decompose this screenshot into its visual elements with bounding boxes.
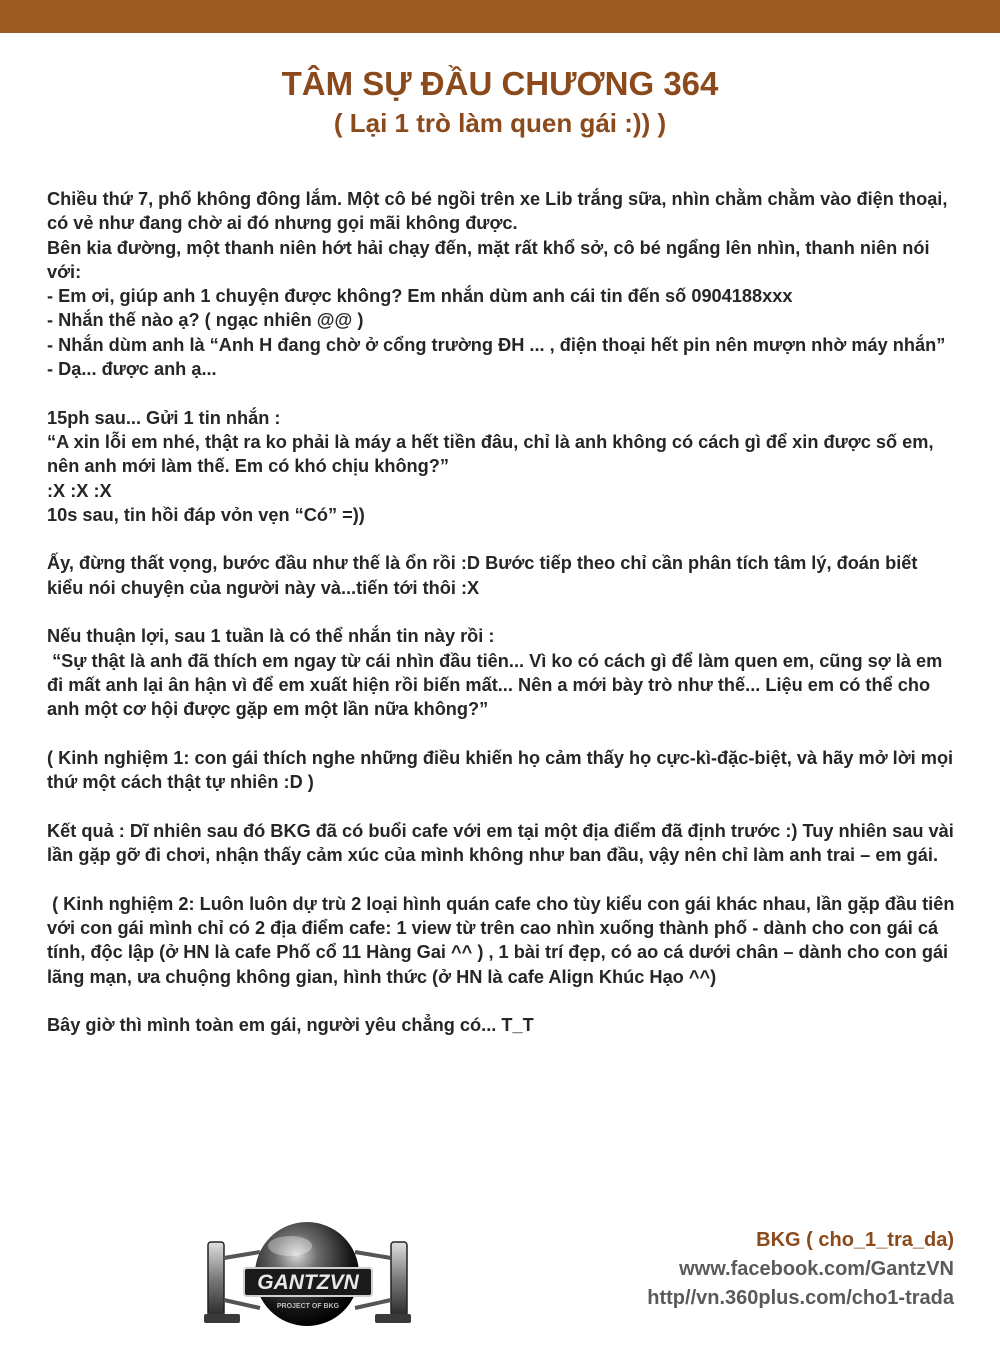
logo-tagline: PROJECT OF BKG xyxy=(276,1303,340,1310)
paragraph: Chiều thứ 7, phố không đông lắm. Một cô bé ngồi trên xe Lib trắng sữa, nhìn chằm chằm vào điện thoại, có vẻ như đang chờ ai đó nhưng gọi mãi không được. xyxy=(47,189,953,234)
paragraph: - Em ơi, giúp anh 1 chuyện được không? Em nhắn dùm anh cái tin đến số 0904188xxx xyxy=(47,286,793,307)
paragraph: ( Kinh nghiệm 1: con gái thích nghe những điều khiến họ cảm thấy họ cực-kì-đặc-biệt, và hãy mở lời mọi thứ một cách thật tự nhiên :D ) xyxy=(47,747,959,793)
blank-line xyxy=(47,867,957,891)
credit-author: BKG ( cho_1_tra_da) xyxy=(756,1229,954,1251)
blank-line xyxy=(47,381,957,405)
gantzvn-logo xyxy=(200,1218,415,1336)
page-subtitle: ( Lại 1 trò làm quen gái :)) ) xyxy=(333,108,667,138)
paragraph: “Sự thật là anh đã thích em ngay từ cái nhìn đầu tiên... Vì ko có cách gì để làm quen em, cũng sợ là em đi mất anh lại ân hận vì để em xuất hiện rồi biến mất... Nên a mới bày trò như thế... Liệu em có thể cho anh một cơ hội được gặp em một lần nữa không?” xyxy=(47,650,948,720)
blank-line xyxy=(47,722,957,746)
paragraph: Ấy, đừng thất vọng, bước đầu như thế là ổn rồi :D Bước tiếp theo chỉ cần phân tích tâm lý, đoán biết kiểu nói chuyện của người này và...tiến tới thôi :X xyxy=(47,553,923,598)
credit-website-link[interactable]: http//vn.360plus.com/cho1-trada xyxy=(647,1287,954,1309)
paragraph: - Nhắn dùm anh là “Anh H đang chờ ở cổng trường ĐH ... , điện thoại hết pin nên mượn nhờ máy nhắn” xyxy=(47,334,946,355)
credit-facebook-link[interactable]: www.facebook.com/GantzVN xyxy=(679,1258,954,1280)
paragraph: - Nhắn thế nào ạ? ( ngạc nhiên @@ ) xyxy=(47,310,364,331)
blank-line xyxy=(47,989,957,1013)
paragraph: Kết quả : Dĩ nhiên sau đó BKG đã có buổi cafe với em tại một địa điểm đã định trước :) Tuy nhiên sau vài lần gặp gỡ đi chơi, nhận thấy cảm xúc của mình không như ban đầu, vậy nên chỉ làm anh trai – em gái. xyxy=(47,820,959,866)
paragraph: Bây giờ thì mình toàn em gái, người yêu chẳng có... T_T xyxy=(47,1015,534,1036)
paragraph: :X :X :X xyxy=(47,480,112,501)
paragraph: “A xin lỗi em nhé, thật ra ko phải là máy a hết tiền đâu, chỉ là anh không có cách gì để xin được số em, nên anh mới làm thế. Em có khó chịu không?” xyxy=(47,431,939,477)
paragraph: Nếu thuận lợi, sau 1 tuần là có thể nhắn tin này rồi : xyxy=(47,626,495,647)
paragraph: - Dạ... được anh ạ... xyxy=(47,359,217,380)
blank-line xyxy=(47,600,957,624)
top-banner-bar xyxy=(0,0,1000,33)
article-body xyxy=(47,187,960,1037)
logo-text: GANTZVN xyxy=(257,1271,359,1294)
credits-block xyxy=(540,1226,954,1313)
paragraph: 15ph sau... Gửi 1 tin nhắn : xyxy=(47,407,281,428)
gantzvn-logo-graphic xyxy=(200,1218,415,1336)
paragraph: ( Kinh nghiệm 2: Luôn luôn dự trù 2 loại hình quán cafe cho tùy kiểu con gái khác nhau, lần gặp đầu tiên với con gái mình chỉ có 2 địa điểm cafe: 1 view từ trên cao nhìn xuống thành phố - dành cho con gái cá tính, độc lập (ở HN là cafe Phố cổ 11 Hàng Gai ^^ ) , 1 bài trí đẹp, có ao cá dưới chân – dành cho con gái lãng mạn, ưa chuộng không gian, hình thức (ở HN là cafe Align Khúc Hạo ^^) xyxy=(47,893,960,987)
blank-line xyxy=(47,794,957,818)
paragraph: 10s sau, tin hồi đáp vỏn vẹn “Có” =)) xyxy=(47,504,365,525)
blank-line xyxy=(47,527,957,551)
page-title: TÂM SỰ ĐẦU CHƯƠNG 364 xyxy=(281,65,719,102)
paragraph: Bên kia đường, một thanh niên hớt hải chạy đến, mặt rất khổ sở, cô bé ngẩng lên nhìn, thanh niên nói với: xyxy=(47,237,935,282)
